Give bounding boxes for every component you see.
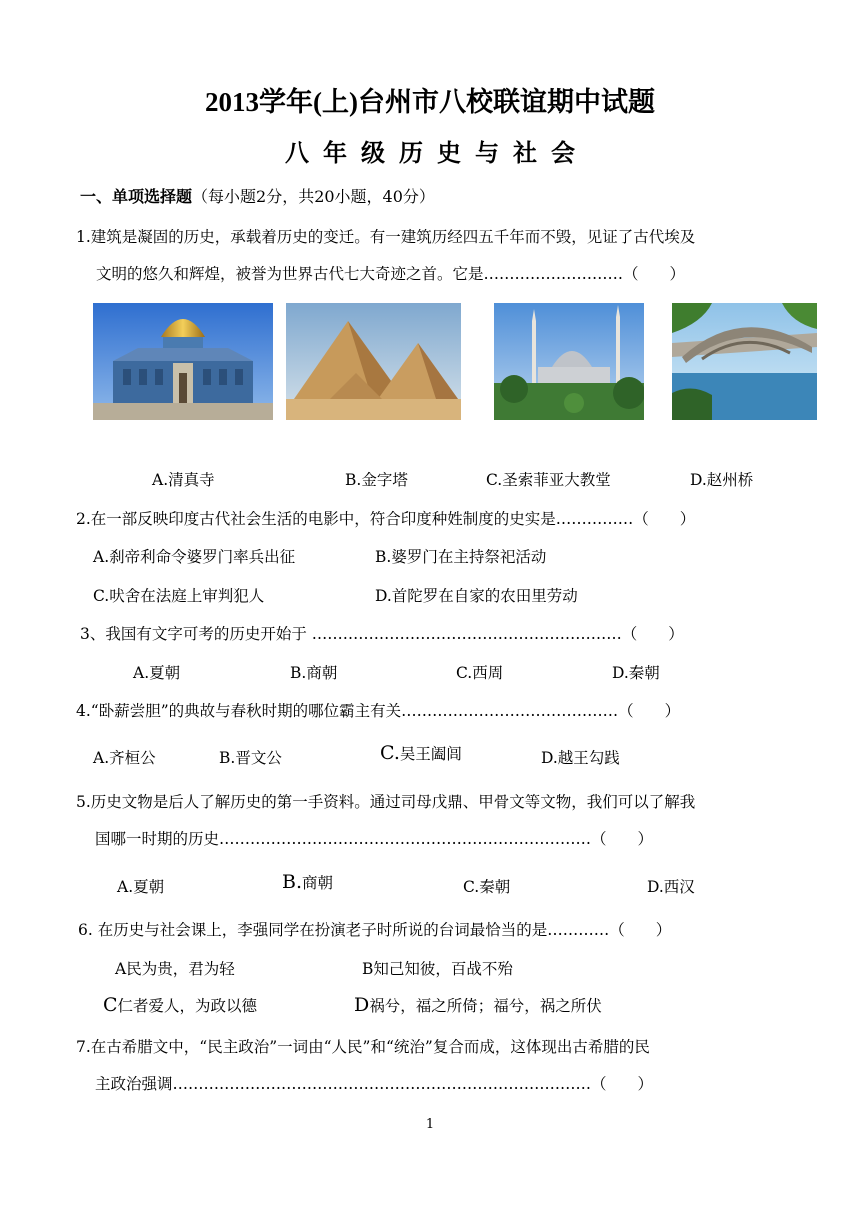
q4-option-c-letter: C. bbox=[380, 742, 400, 764]
q6-option-c-text: 仁者爱人，为政以德 bbox=[117, 997, 258, 1015]
q4-stem: 4.“卧薪尝胆”的典故与春秋时期的哪位霸主有关……………………………………（ ） bbox=[76, 702, 681, 720]
q6-option-d bbox=[354, 994, 602, 1016]
q6-option-a: A民为贵，君为轻 bbox=[115, 960, 235, 978]
q5-option-b-text: 商朝 bbox=[302, 874, 334, 892]
q3-option-a: A.夏朝 bbox=[133, 664, 181, 682]
q4-option-c-text: 吴王阖闾 bbox=[399, 745, 462, 763]
q6-option-d-letter: D bbox=[354, 994, 370, 1016]
q7-line1: 7.在古希腊文中，“民主政治”一词由“人民”和“统治”复合而成，这体现出古希腊的民 bbox=[76, 1038, 650, 1056]
q1-option-d: D.赵州桥 bbox=[690, 471, 754, 489]
q4-option-a: A.齐桓公 bbox=[93, 749, 156, 767]
q3-option-d: D.秦朝 bbox=[612, 664, 660, 682]
q2-option-a: A.刹帝利命令婆罗门率兵出征 bbox=[93, 548, 296, 566]
q5-line1: 5.历史文物是后人了解历史的第一手资料。通过司母戊鼎、甲骨文等文物，我们可以了解我 bbox=[76, 793, 696, 811]
q5-option-d: D.西汉 bbox=[647, 878, 695, 896]
q1-option-b: B.金字塔 bbox=[345, 471, 408, 489]
q2-stem: 2.在一部反映印度古代社会生活的电影中，符合印度种姓制度的史实是……………（ ） bbox=[76, 510, 696, 528]
q6-option-d-text: 祸兮，福之所倚；福兮，祸之所伏 bbox=[369, 997, 602, 1015]
pyramid-picture bbox=[286, 303, 461, 420]
page-number: 1 bbox=[425, 1117, 435, 1132]
q1-line2: 文明的悠久和辉煌，被誉为世界古代七大奇迹之首。它是………………………（ ） bbox=[96, 265, 686, 283]
section-title: 一、单项选择题 bbox=[80, 187, 193, 206]
q2-option-d: D.首陀罗在自家的农田里劳动 bbox=[375, 587, 578, 605]
q3-option-c: C.西周 bbox=[456, 664, 504, 682]
q5-option-c: C.秦朝 bbox=[463, 878, 511, 896]
q6-option-c-letter: C bbox=[103, 994, 118, 1016]
q5-option-b bbox=[282, 871, 333, 893]
exam-title: 2013学年(上)台州市八校联谊期中试题 bbox=[205, 87, 655, 117]
mosque-picture bbox=[93, 303, 273, 420]
q4-option-c bbox=[380, 742, 462, 764]
q5-line2: 国哪一时期的历史………………………………………………………………（ ） bbox=[95, 830, 654, 848]
q6-option-c bbox=[103, 994, 257, 1016]
q1-line1: 1.建筑是凝固的历史，承载着历史的变迁。有一建筑历经四五千年而不毁，见证了古代埃及 bbox=[76, 228, 696, 246]
q2-option-b: B.婆罗门在主持祭祀活动 bbox=[375, 548, 547, 566]
exam-subtitle: 八年级历史与社会 bbox=[285, 138, 589, 167]
q5-option-b-letter: B. bbox=[282, 871, 303, 893]
q3-option-b: B.商朝 bbox=[290, 664, 338, 682]
q6-stem: 6. 在历史与社会课上，李强同学在扮演老子时所说的台词最恰当的是…………（ ） bbox=[78, 921, 672, 939]
q5-option-a: A.夏朝 bbox=[117, 878, 165, 896]
q1-option-a: A.清真寺 bbox=[152, 471, 215, 489]
section-note: （每小题2分，共20小题，40分） bbox=[192, 187, 435, 206]
q6-option-b: B知己知彼，百战不殆 bbox=[362, 960, 513, 978]
q7-line2: 主政治强调………………………………………………………………………（ ） bbox=[95, 1075, 654, 1093]
q4-option-b: B.晋文公 bbox=[219, 749, 282, 767]
q2-option-c: C.吠舍在法庭上审判犯人 bbox=[93, 587, 265, 605]
q3-stem: 3、我国有文字可考的历史开始于 ……………………………………………………（ ） bbox=[80, 625, 684, 643]
cathedral-picture bbox=[494, 303, 644, 420]
q1-option-c: C.圣索菲亚大教堂 bbox=[486, 471, 611, 489]
q4-option-d: D.越王勾践 bbox=[541, 749, 620, 767]
section-heading bbox=[80, 184, 435, 207]
bridge-picture bbox=[672, 303, 817, 420]
